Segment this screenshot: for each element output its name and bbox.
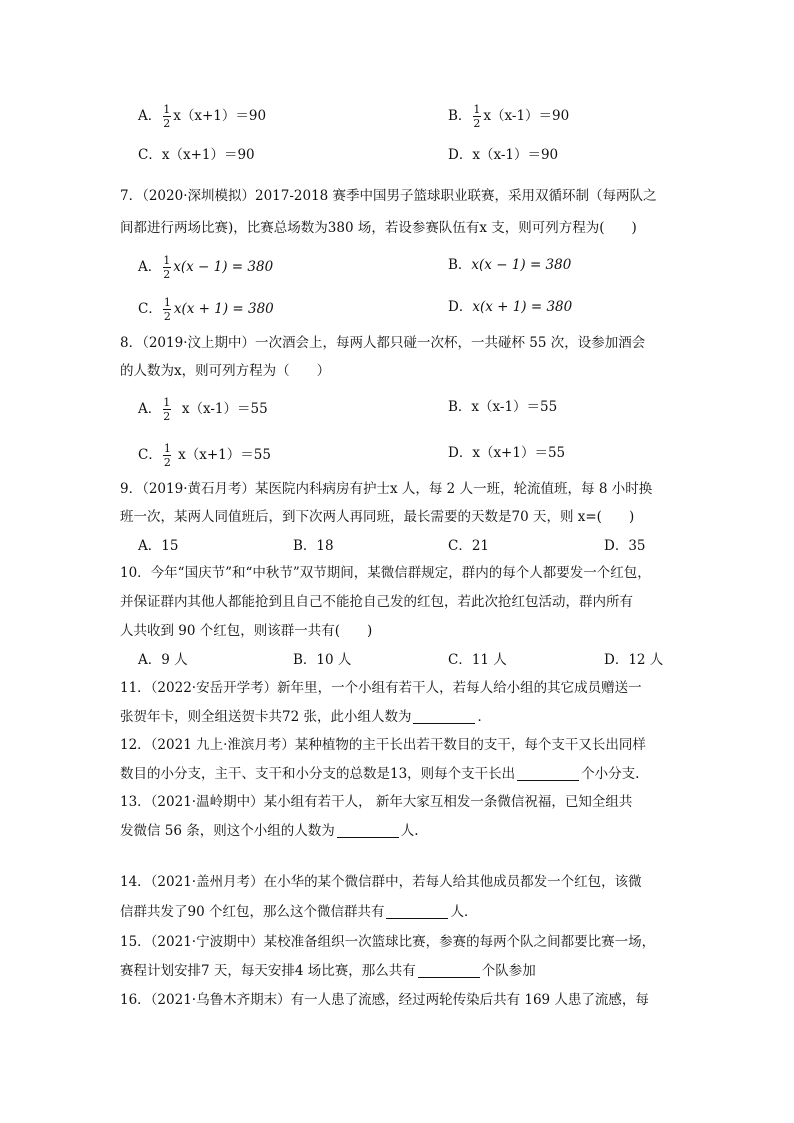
answer-blank[interactable] <box>517 766 579 781</box>
q10-option-d[interactable]: D．12 人 <box>604 652 664 668</box>
q10-stem-line-2: 并保证群内其他人都能抢到且自己不能抢自己发的红包，若此次抢红包活动，群内所有 <box>120 594 633 610</box>
q9-option-c[interactable]: C．21 <box>448 538 490 554</box>
answer-blank[interactable] <box>386 904 448 919</box>
answer-blank[interactable] <box>418 963 480 978</box>
q11-stem-line-2: 张贺年卡，则全组送贺卡共72 张，此小组人数为 ． <box>120 709 491 725</box>
q9-option-d[interactable]: D．35 <box>604 538 646 554</box>
q12-stem-line-2: 数目的小分支，主干、支干和小分支的总数是13，则每个支干长出 个小分支. <box>120 766 640 782</box>
q15-stem-line-2: 赛程计划安排7 天，每天安排4 场比赛，那么共有 个队参加 <box>120 963 536 979</box>
q7-option-b[interactable]: B．x(x − 1) = 380 <box>448 257 572 273</box>
q13-stem-line-1: 13．（2021·温岭期中）某小组有若干人， 新年大家互相发一条微信祝福，已知全组共 <box>120 794 633 810</box>
q7-option-d[interactable]: D．x(x + 1) = 380 <box>448 299 573 315</box>
q10-option-c[interactable]: C．11 人 <box>448 652 507 668</box>
q14-stem-line-1: 14．（2021·盖州月考）在小华的某个微信群中，若每人给其他成员都发一个红包，该微 <box>120 874 642 890</box>
q10-option-a[interactable]: A．9 人 <box>138 652 188 668</box>
q8-stem-line-1: 8．（2019·汶上期中）一次酒会上，每两人都只碰一次杯，一共碰杯 55 次，设参加酒会 <box>120 335 646 351</box>
q10-stem-line-3: 人共收到 90 个红包，则该群一共有( ) <box>120 623 373 639</box>
q9-option-a[interactable]: A．15 <box>138 538 179 554</box>
q7-option-a[interactable]: A． $\frac{1}{2}$ x(x − 1) = 380 <box>138 254 274 281</box>
q8-option-a[interactable]: A． $\frac{1}{2}$ x（x-1）＝55 <box>138 396 268 423</box>
q6-option-c[interactable]: C．x（x+1）＝90 <box>138 147 255 163</box>
q6-option-b[interactable]: B． $\frac{1}{2}$ x（x-1）＝90 <box>448 103 570 130</box>
q9-option-b[interactable]: B．18 <box>293 538 334 554</box>
q8-option-b[interactable]: B．x（x-1）＝55 <box>448 399 558 415</box>
q7-stem-line-2: 间都进行两场比赛)，比赛总场数为380 场，若设参赛队伍有x 支，则可列方程为( ) <box>120 220 637 236</box>
q15-stem-line-1: 15．（2021·宁波期中）某校准备组织一次篮球比赛，参赛的每两个队之间都要比赛一场， <box>120 934 656 950</box>
q6-option-d[interactable]: D．x（x-1）＝90 <box>448 147 559 163</box>
q8-option-d[interactable]: D．x（x+1）＝55 <box>448 445 566 461</box>
q8-stem-line-2: 的人数为x，则可列方程为（ ） <box>120 363 331 379</box>
q13-stem-line-2: 发微信 56 条，则这个小组的人数为 人. <box>120 823 419 839</box>
q10-stem-line-1: 10．今年“国庆节”和“中秋节”双节期间，某微信群规定，群内的每个人都要发一个红包， <box>120 565 651 581</box>
q6-option-a[interactable]: A． $\frac{1}{2}$ x（x+1）＝90 <box>138 103 267 130</box>
q9-stem-line-2: 班一次，某两人同值班后，到下次两人再同班，最长需要的天数是70 天，则 x=( ) <box>120 509 635 525</box>
q7-option-c[interactable]: C． $\frac{1}{2}$ x(x + 1) = 380 <box>138 296 274 323</box>
q7-stem-line-1: 7．（2020·深圳模拟）2017-2018 赛季中国男子篮球职业联赛，采用双循环制（每两队之 <box>120 188 657 204</box>
q16-stem-line-1: 16．（2021·乌鲁木齐期末）有一人患了流感，经过两轮传染后共有 169 人患了流感，每 <box>120 992 649 1008</box>
answer-blank[interactable] <box>337 823 399 838</box>
fraction: $\frac{1}{2}$ <box>163 103 171 130</box>
q8-option-c[interactable]: C． $\frac{1}{2}$ x（x+1）＝55 <box>138 442 271 469</box>
q11-stem-line-1: 11．（2022·安岳开学考）新年里，一个小组有若干人，若每人给小组的其它成员赠送一 <box>120 680 642 696</box>
q9-stem-line-1: 9．（2019·黄石月考）某医院内科病房有护士x 人，每 2 人一班，轮流值班，每 8 小时换 <box>120 481 653 497</box>
q14-stem-line-2: 信群共发了90 个红包，那么这个微信群共有 人． <box>120 904 478 920</box>
fraction: $\frac{1}{2}$ <box>473 103 481 130</box>
answer-blank[interactable] <box>413 709 475 724</box>
q12-stem-line-1: 12．（2021 九上·淮滨月考）某种植物的主干长出若干数目的支干，每个支干又长出同样 <box>120 737 646 753</box>
q10-option-b[interactable]: B．10 人 <box>293 652 352 668</box>
